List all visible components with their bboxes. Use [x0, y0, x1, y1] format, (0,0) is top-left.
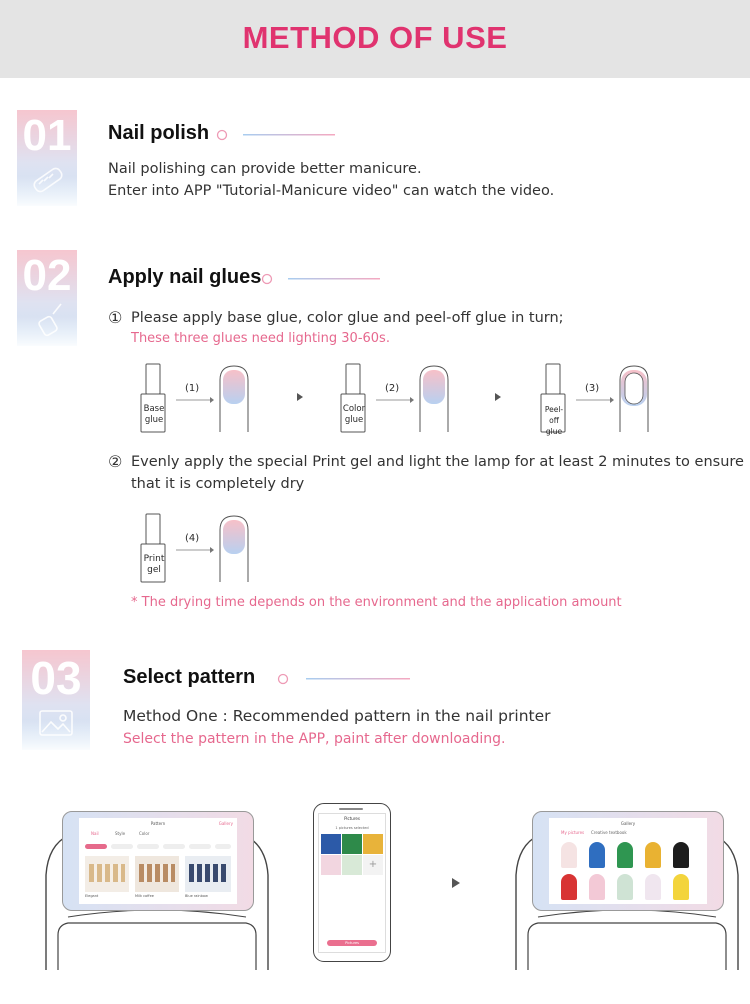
- bottle-label: glue: [545, 427, 563, 436]
- title-decoration: [260, 273, 385, 285]
- phone-app-title: Pictures: [344, 816, 360, 821]
- step-description: Enter into APP "Tutorial-Manicure video" can watch the video.: [108, 183, 555, 199]
- step-number: 02: [22, 251, 72, 300]
- gallery-thumb[interactable]: [342, 855, 362, 875]
- gallery-thumb[interactable]: [342, 834, 362, 854]
- bottle-label: glue: [144, 415, 164, 425]
- gallery-thumb[interactable]: [363, 834, 383, 854]
- step-label: (2): [385, 383, 400, 394]
- title-decoration: [215, 129, 340, 141]
- bottle-label: Print: [143, 554, 165, 564]
- instruction-text: that it is completely dry: [131, 476, 305, 492]
- next-arrow-icon: [296, 392, 304, 402]
- app-title: Pattern: [150, 821, 166, 826]
- tab-color[interactable]: Color: [139, 831, 150, 836]
- step-description: Nail polishing can provide better manicure.: [108, 161, 422, 177]
- step-label: (1): [185, 383, 200, 394]
- nail-design[interactable]: [589, 874, 605, 900]
- next-arrow-icon: [451, 877, 461, 889]
- step-title: Nail polish: [108, 122, 210, 144]
- nail-design[interactable]: [561, 874, 577, 900]
- tab-nail[interactable]: Nail: [91, 831, 99, 836]
- app-window: [549, 818, 707, 904]
- bottle-label: gel: [147, 565, 161, 575]
- step-number-badge: [22, 650, 90, 750]
- phone: [313, 803, 391, 962]
- selection-count: 1 pictures selected: [335, 826, 369, 830]
- tablet-screen: [532, 811, 724, 911]
- gallery-thumb[interactable]: [321, 834, 341, 854]
- glue-sequence-diagram: [140, 360, 660, 435]
- add-thumb-icon[interactable]: +: [363, 855, 383, 875]
- nail-printer-right: [514, 805, 740, 975]
- nail-design[interactable]: [673, 842, 689, 868]
- app-window: [79, 818, 237, 904]
- title-decoration: [276, 673, 416, 685]
- step-number-badge: [17, 250, 77, 346]
- nail-design[interactable]: [617, 842, 633, 868]
- list-marker: ①: [108, 308, 123, 327]
- tab-creative-textbook[interactable]: Creative textbook: [591, 830, 627, 835]
- filter-chips: [85, 844, 231, 850]
- nail-design[interactable]: [561, 842, 577, 868]
- instruction-note: These three glues need lighting 30-60s.: [131, 331, 390, 346]
- pattern-card[interactable]: [85, 856, 129, 892]
- pattern-card[interactable]: [185, 856, 231, 892]
- next-arrow-icon: [494, 392, 502, 402]
- card-label: Blue rainbow: [185, 894, 208, 898]
- bottle-label: glue: [344, 415, 364, 425]
- list-marker: ②: [108, 452, 123, 471]
- print-gel-diagram: [140, 510, 260, 585]
- tab-my-pictures[interactable]: My pictures: [561, 830, 585, 835]
- nail-design[interactable]: [617, 874, 633, 900]
- card-label: Elegant: [85, 894, 99, 898]
- step-number-badge: [17, 110, 77, 206]
- nail-design[interactable]: [645, 874, 661, 900]
- card-label: Milk coffee: [135, 894, 154, 898]
- bottle-label: Base: [143, 404, 165, 414]
- nail-design[interactable]: [673, 874, 689, 900]
- nail-design[interactable]: [645, 842, 661, 868]
- app-title: Gallery: [620, 821, 636, 826]
- page-title: METHOD OF USE: [242, 20, 508, 55]
- tab-style[interactable]: Style: [115, 831, 126, 836]
- pictures-button[interactable]: Pictures: [327, 940, 377, 946]
- instruction-text: Evenly apply the special Print gel and light the lamp for at least 2 minutes to ensure: [131, 454, 744, 470]
- nail-design[interactable]: [589, 842, 605, 868]
- step-number: 03: [30, 652, 82, 704]
- step-label: (3): [585, 383, 600, 394]
- bottle-label: Peel-off: [544, 405, 564, 425]
- step-title: Apply nail glues: [108, 266, 262, 288]
- instruction-text: Please apply base glue, color glue and peel-off glue in turn;: [131, 310, 564, 326]
- method-text: Method One : Recommended pattern in the nail printer: [123, 707, 551, 725]
- bottle-label: Color: [342, 404, 366, 414]
- method-note: Select the pattern in the APP, paint after downloading.: [123, 731, 506, 747]
- footnote: * The drying time depends on the environment and the application amount: [131, 595, 622, 610]
- phone-screen: [318, 813, 386, 953]
- step-title: Select pattern: [123, 666, 256, 688]
- gallery-thumb[interactable]: [321, 855, 341, 875]
- step-number: 01: [22, 111, 72, 160]
- tablet-screen: [62, 811, 254, 911]
- nail-printer-left: [44, 805, 270, 975]
- gallery-link[interactable]: Gallery: [218, 821, 233, 826]
- pattern-card[interactable]: [135, 856, 179, 892]
- step-label: (4): [185, 533, 200, 544]
- phone-speaker: [339, 808, 363, 810]
